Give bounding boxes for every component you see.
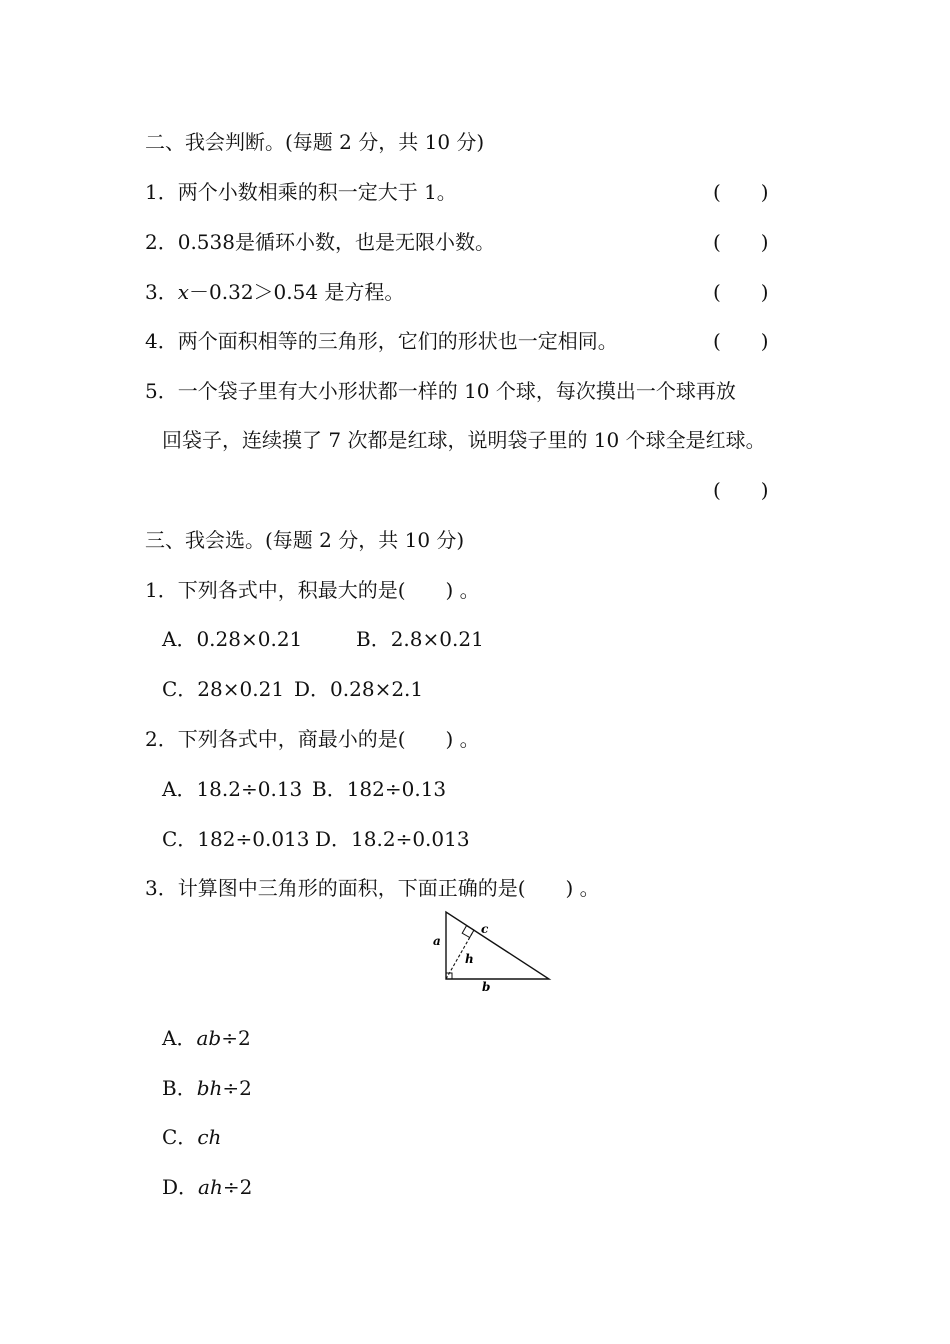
choice-q1-option-c[interactable]: C．28×0.21 bbox=[162, 677, 285, 701]
judge-q3-answer-blank[interactable]: ( ) bbox=[713, 280, 769, 304]
label-b: b bbox=[482, 980, 491, 994]
choice-q2-text: 2．下列各式中，商最小的是( ) 。 bbox=[145, 727, 480, 751]
option-d-prefix: D． bbox=[162, 1175, 199, 1199]
judge-q5-line2: 回袋子，连续摸了 7 次都是红球，说明袋子里的 10 个球全是红球。 bbox=[162, 428, 766, 452]
judge-q5-answer-blank[interactable]: ( ) bbox=[713, 478, 769, 502]
label-a: a bbox=[433, 934, 441, 948]
choice-q3-option-a[interactable] bbox=[162, 1026, 251, 1050]
judge-q2-answer-blank[interactable]: ( ) bbox=[713, 230, 769, 254]
label-c: c bbox=[481, 922, 489, 936]
option-a-expr: ab bbox=[196, 1026, 222, 1050]
choice-q1-option-a[interactable]: A．0.28×0.21 bbox=[162, 627, 303, 651]
choice-q1-option-d[interactable]: D．0.28×2.1 bbox=[294, 677, 424, 701]
option-c-expr: ch bbox=[197, 1125, 222, 1149]
judge-q3-text bbox=[145, 280, 404, 304]
choice-q2-option-b[interactable]: B．182÷0.13 bbox=[312, 777, 447, 801]
choice-q3-option-c[interactable] bbox=[162, 1125, 221, 1149]
judge-q3-rest: －0.32＞0.54 是方程。 bbox=[189, 280, 405, 304]
option-a-suffix: ÷2 bbox=[221, 1026, 251, 1050]
judge-q5-line1: 5．一个袋子里有大小形状都一样的 10 个球，每次摸出一个球再放 bbox=[145, 379, 736, 403]
option-c-prefix: C． bbox=[162, 1125, 198, 1149]
choice-q2-option-a[interactable]: A．18.2÷0.13 bbox=[162, 777, 303, 801]
choice-q1-text: 1．下列各式中，积最大的是( ) 。 bbox=[145, 578, 480, 602]
judge-q3-num: 3． bbox=[145, 280, 178, 304]
section3-heading: 三、我会选。(每题 2 分，共 10 分) bbox=[145, 528, 465, 552]
judge-q4-text: 4．两个面积相等的三角形，它们的形状也一定相同。 bbox=[145, 329, 618, 353]
judge-q1-text: 1．两个小数相乘的积一定大于 1。 bbox=[145, 180, 457, 204]
section2-heading: 二、我会判断。(每题 2 分，共 10 分) bbox=[145, 130, 485, 154]
option-d-expr: ah bbox=[198, 1175, 223, 1199]
option-d-suffix: ÷2 bbox=[222, 1175, 253, 1199]
label-h: h bbox=[465, 952, 474, 966]
option-b-expr: bh bbox=[196, 1076, 223, 1100]
option-b-prefix: B． bbox=[162, 1076, 197, 1100]
choice-q1-option-b[interactable]: B．2.8×0.21 bbox=[356, 627, 484, 651]
judge-q4-answer-blank[interactable]: ( ) bbox=[713, 329, 769, 353]
judge-q2-text: 2．0.538是循环小数，也是无限小数。 bbox=[145, 230, 495, 254]
choice-q3-option-d[interactable] bbox=[162, 1175, 252, 1199]
triangle-figure bbox=[425, 905, 560, 995]
choice-q2-option-d[interactable]: D．18.2÷0.013 bbox=[315, 827, 470, 851]
option-b-suffix: ÷2 bbox=[222, 1076, 252, 1100]
choice-q3-option-b[interactable] bbox=[162, 1076, 252, 1100]
choice-q2-option-c[interactable]: C．182÷0.013 bbox=[162, 827, 310, 851]
choice-q3-text: 3．计算图中三角形的面积，下面正确的是( ) 。 bbox=[145, 876, 600, 900]
triangle-outline bbox=[446, 912, 549, 979]
option-a-prefix: A． bbox=[162, 1026, 197, 1050]
right-angle-mark-foot bbox=[462, 926, 474, 938]
judge-q3-variable: x bbox=[177, 280, 190, 304]
judge-q1-answer-blank[interactable]: ( ) bbox=[713, 180, 769, 204]
